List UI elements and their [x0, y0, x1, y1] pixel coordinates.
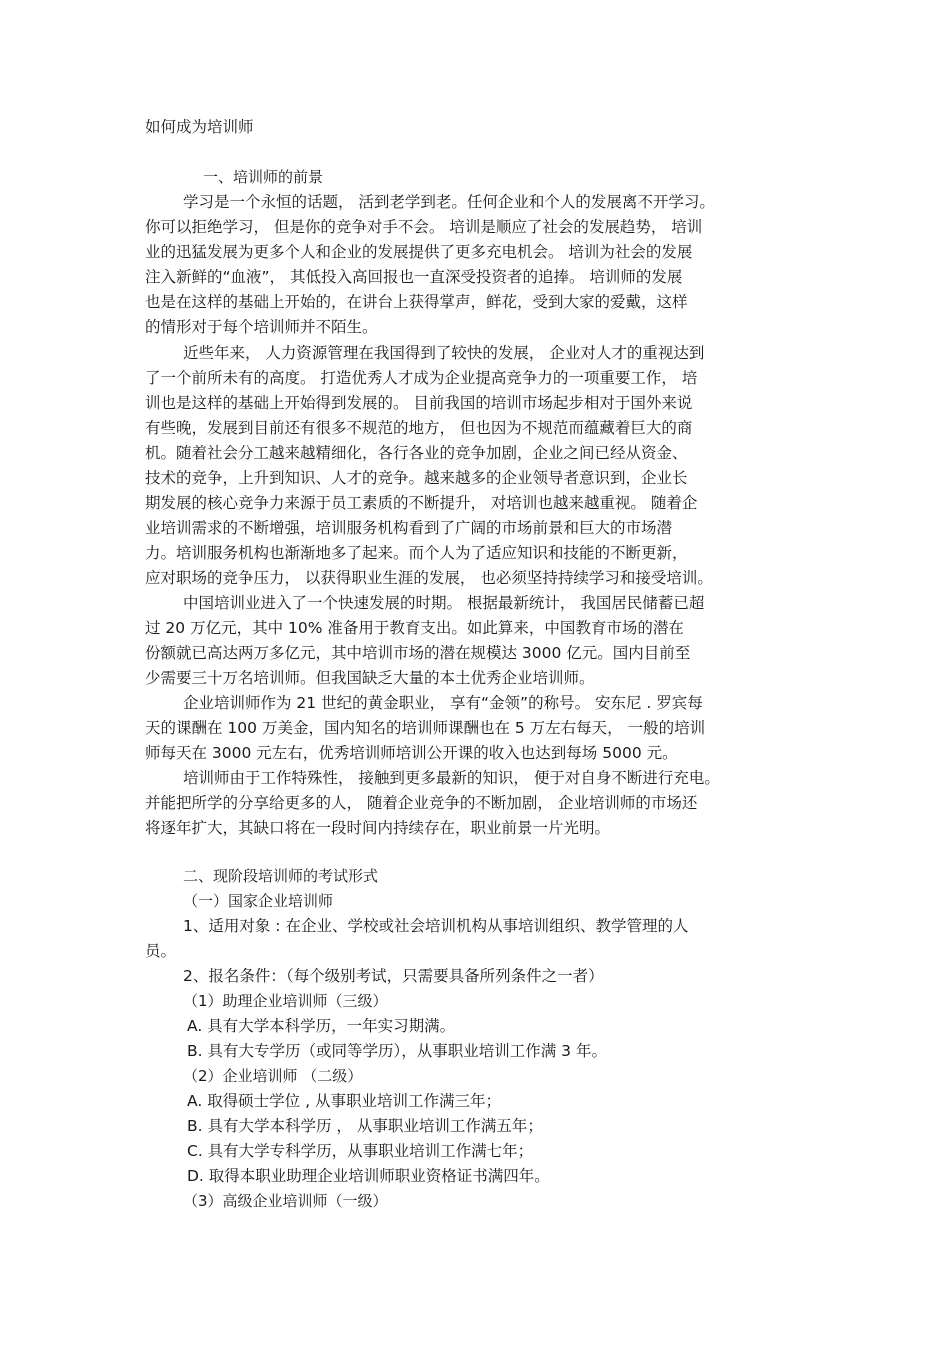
- paragraph-line: 力。培训服务机构也渐渐地多了起来。而个人为了适应知识和技能的不断更新，: [145, 544, 688, 562]
- registration-conditions: 2、报名条件：（每个级别考试，只需要具备所列条件之一者）: [183, 967, 604, 985]
- paragraph-line: 并能把所学的分享给更多的人， 随着企业竞争的不断加剧， 企业培训师的市场还: [145, 794, 698, 812]
- paragraph-line: 过 20 万亿元，其中 10% 准备用于教育支出。如此算来，中国教育市场的潜在: [145, 619, 684, 637]
- paragraph-line: 师每天在 3000 元左右，优秀培训师培训公开课的收入也达到每场 5000 元。: [145, 744, 678, 762]
- paragraph-line: 的情形对于每个培训师并不陌生。: [145, 318, 378, 336]
- paragraph-line: 近些年来， 人力资源管理在我国得到了较快的发展， 企业对人才的重视达到: [183, 344, 705, 362]
- condition-item: B. 具有大专学历（或同等学历），从事职业培训工作满 3 年。: [187, 1042, 607, 1060]
- paragraph-line: 中国培训业进入了一个快速发展的时期。 根据最新统计， 我国居民储蓄已超: [183, 594, 705, 612]
- paragraph-line: 注入新鲜的“血液”， 其低投入高回报也一直深受投资者的追捧。 培训师的发展: [145, 268, 683, 286]
- section-heading-exam-format: 二、现阶段培训师的考试形式: [183, 867, 379, 885]
- level-assistant-trainer: （1）助理企业培训师（三级）: [183, 992, 388, 1010]
- level-senior-trainer: （3）高级企业培训师（一级）: [183, 1192, 388, 1210]
- paragraph-line: 天的课酬在 100 万美金，国内知名的培训师课酬也在 5 万左右每天， 一般的培训: [145, 719, 706, 737]
- section-heading-prospects: 一、培训师的前景: [203, 168, 324, 186]
- paragraph-line: 了一个前所未有的高度。 打造优秀人才成为企业提高竞争力的一项重要工作， 培: [145, 369, 698, 387]
- paragraph-line: 机。随着社会分工越来越精细化，各行各业的竞争加剧，企业之间已经从资金、: [145, 444, 688, 462]
- paragraph-line: 期发展的核心竞争力来源于员工素质的不断提升， 对培训也越来越重视。 随着企: [145, 494, 698, 512]
- paragraph-line: 少需要三十万名培训师。但我国缺乏大量的本土优秀企业培训师。: [145, 669, 595, 687]
- paragraph-line: 学习是一个永恒的话题， 活到老学到老。任何企业和个人的发展离不开学习。: [183, 193, 715, 211]
- subheading-national-trainer: （一）国家企业培训师: [183, 892, 334, 910]
- paragraph-line: 应对职场的竞争压力， 以获得职业生涯的发展， 也必须坚持持续学习和接受培训。: [145, 569, 713, 587]
- paragraph-line: 技术的竞争，上升到知识、人才的竞争。越来越多的企业领导者意识到，企业长: [145, 469, 688, 487]
- paragraph-line: 培训师由于工作特殊性， 接触到更多最新的知识， 便于对自身不断进行充电。: [183, 769, 720, 787]
- paragraph-line: 将逐年扩大，其缺口将在一段时间内持续存在，职业前景一片光明。: [145, 819, 611, 837]
- applicable-target-line: 员。: [145, 942, 177, 960]
- applicable-target-line: 1、适用对象 : 在企业、学校或社会培训机构从事培训组织、教学管理的人: [183, 917, 689, 935]
- condition-item: C. 具有大学专科学历，从事职业培训工作满七年；: [187, 1142, 534, 1160]
- paragraph-line: 有些晚，发展到目前还有很多不规范的地方， 但也因为不规范而蕴藏着巨大的商: [145, 419, 693, 437]
- condition-item: D. 取得本职业助理企业培训师职业资格证书满四年。: [187, 1167, 550, 1185]
- level-trainer: （2）企业培训师 （二级）: [183, 1067, 363, 1085]
- paragraph-line: 你可以拒绝学习， 但是你的竞争对手不会。 培训是顺应了社会的发展趋势， 培训: [145, 218, 703, 236]
- paragraph-line: 份额就已高达两万多亿元，其中培训市场的潜在规模达 3000 亿元。国内目前至: [145, 644, 691, 662]
- paragraph-line: 也是在这样的基础上开始的，在讲台上获得掌声，鲜花，受到大家的爱戴，这样: [145, 293, 688, 311]
- condition-item: A. 具有大学本科学历，一年实习期满。: [187, 1017, 456, 1035]
- condition-item: A. 取得硕士学位 , 从事职业培训工作满三年；: [187, 1092, 501, 1110]
- paragraph-line: 企业培训师作为 21 世纪的黄金职业， 享有“金领”的称号。 安东尼 . 罗宾每: [183, 694, 703, 712]
- paragraph-line: 训也是这样的基础上开始得到发展的。 目前我国的培训市场起步相对于国外来说: [145, 394, 693, 412]
- condition-item: B. 具有大学本科学历 ， 从事职业培训工作满五年；: [187, 1117, 543, 1135]
- paragraph-line: 业培训需求的不断增强，培训服务机构看到了广阔的市场前景和巨大的市场潜: [145, 519, 673, 537]
- document-title: 如何成为培训师: [145, 118, 254, 136]
- paragraph-line: 业的迅猛发展为更多个人和企业的发展提供了更多充电机会。 培训为社会的发展: [145, 243, 693, 261]
